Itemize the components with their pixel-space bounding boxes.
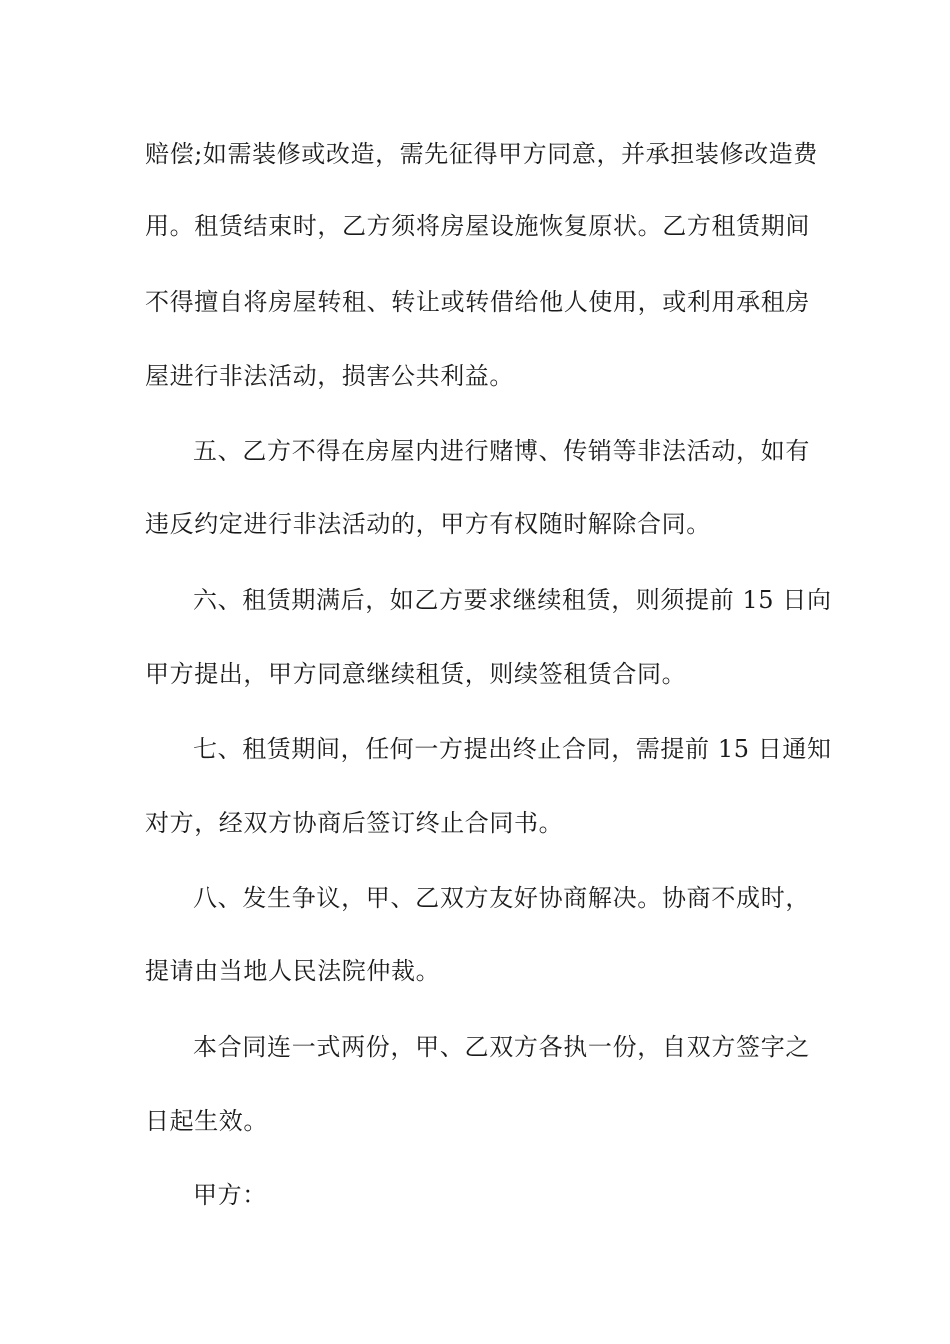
text-line: 日起生效。 [145, 1107, 268, 1135]
text-line: 提请由当地人民法院仲裁。 [145, 957, 441, 985]
text-line: 不得擅自将房屋转租、转让或转借给他人使用，或利用承租房 [145, 288, 810, 316]
clause-eight-line: 八、发生争议，甲、乙双方友好协商解决。协商不成时， [193, 884, 810, 912]
text-line: 用。租赁结束时，乙方须将房屋设施恢复原状。乙方租赁期间 [145, 212, 810, 240]
clause-five-line: 五、乙方不得在房屋内进行赌博、传销等非法活动，如有 [193, 437, 810, 465]
text-line: 对方，经双方协商后签订终止合同书。 [145, 809, 564, 837]
party-a-signature-label: 甲方： [193, 1181, 267, 1209]
text-line: 屋进行非法活动，损害公共利益。 [145, 362, 514, 390]
effectiveness-clause-line: 本合同连一式两份，甲、乙双方各执一份，自双方签字之 [193, 1033, 810, 1061]
text-line: 违反约定进行非法活动的，甲方有权随时解除合同。 [145, 510, 711, 538]
clause-six-line: 六、租赁期满后，如乙方要求继续租赁，则须提前 15 日向 [193, 586, 832, 614]
clause-seven-line: 七、租赁期间，任何一方提出终止合同，需提前 15 日通知 [193, 735, 832, 763]
text-line: 甲方提出，甲方同意继续租赁，则续签租赁合同。 [145, 660, 687, 688]
text-line: 赔偿;如需装修或改造，需先征得甲方同意，并承担装修改造费 [145, 140, 818, 168]
